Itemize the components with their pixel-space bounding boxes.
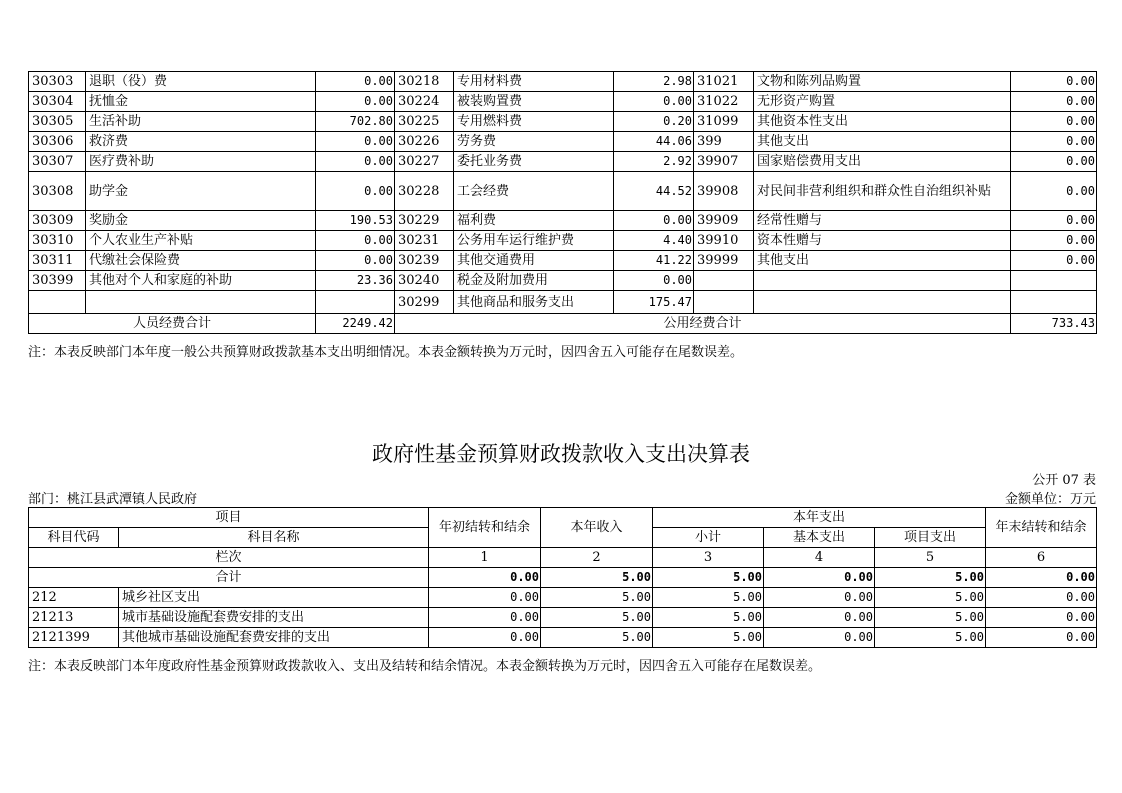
header-end-balance: 年末结转和结余 xyxy=(986,508,1097,548)
name-cell: 其他商品和服务支出 xyxy=(454,291,614,314)
name-cell: 医疗费补助 xyxy=(86,152,316,172)
name-cell: 代缴社会保险费 xyxy=(86,251,316,271)
code-cell: 30239 xyxy=(395,251,454,271)
header-project: 项目支出 xyxy=(875,528,986,548)
amount-cell: 0.00 xyxy=(429,588,541,608)
totals-row xyxy=(29,314,1097,334)
code-cell: 30224 xyxy=(395,92,454,112)
table-row xyxy=(29,231,1097,251)
amount-cell: 5.00 xyxy=(653,628,764,648)
amount-cell: 5.00 xyxy=(875,588,986,608)
name-cell: 其他对个人和家庭的补助 xyxy=(86,271,316,291)
amount-cell: 0.00 xyxy=(316,172,395,211)
amount-cell: 5.00 xyxy=(875,608,986,628)
amount-cell: 0.00 xyxy=(764,628,875,648)
table-row xyxy=(29,72,1097,92)
personnel-total-value: 2249.42 xyxy=(316,314,395,334)
name-cell: 生活补助 xyxy=(86,112,316,132)
code-cell: 30218 xyxy=(395,72,454,92)
total-value: 0.00 xyxy=(429,568,541,588)
amount-cell: 0.00 xyxy=(986,588,1097,608)
personnel-total-label: 人员经费合计 xyxy=(29,314,316,334)
table-code: 公开 07 表 xyxy=(1032,473,1096,488)
table-row xyxy=(29,628,1097,648)
amount-cell: 0.00 xyxy=(316,132,395,152)
amount-cell: 44.52 xyxy=(614,172,694,211)
code-cell: 2121399 xyxy=(29,628,119,648)
code-cell: 31021 xyxy=(694,72,754,92)
col-num: 1 xyxy=(429,548,541,568)
table1-note: 注：本表反映部门本年度一般公共预算财政拨款基本支出明细情况。本表金额转换为万元时，因四舍五入可能存在尾数误差。 xyxy=(28,345,744,360)
table2-note: 注：本表反映部门本年度政府性基金预算财政拨款收入、支出及结转和结余情况。本表金额转换为万元时，因四舍五入可能存在尾数误差。 xyxy=(28,659,822,674)
code-cell: 30227 xyxy=(395,152,454,172)
amount-cell: 0.00 xyxy=(316,72,395,92)
code-cell xyxy=(29,291,86,314)
basic-expenditure-rows xyxy=(29,72,1097,314)
table-row xyxy=(29,251,1097,271)
total-value: 5.00 xyxy=(653,568,764,588)
name-cell: 文物和陈列品购置 xyxy=(754,72,1011,92)
name-cell: 救济费 xyxy=(86,132,316,152)
code-cell: 30308 xyxy=(29,172,86,211)
amount-cell: 0.00 xyxy=(1011,72,1097,92)
amount-cell: 0.00 xyxy=(986,628,1097,648)
amount-cell xyxy=(1011,291,1097,314)
name-cell: 公务用车运行维护费 xyxy=(454,231,614,251)
amount-cell: 5.00 xyxy=(653,608,764,628)
code-cell: 30304 xyxy=(29,92,86,112)
code-cell: 30305 xyxy=(29,112,86,132)
table-row xyxy=(29,291,1097,314)
amount-cell xyxy=(1011,271,1097,291)
total-value: 5.00 xyxy=(875,568,986,588)
name-cell: 劳务费 xyxy=(454,132,614,152)
name-cell: 抚恤金 xyxy=(86,92,316,112)
col-num: 5 xyxy=(875,548,986,568)
code-cell xyxy=(694,271,754,291)
table-row xyxy=(29,152,1097,172)
name-cell: 对民间非营利组织和群众性自治组织补贴 xyxy=(754,172,1011,211)
table-row xyxy=(29,588,1097,608)
code-cell: 212 xyxy=(29,588,119,608)
amount-cell: 5.00 xyxy=(875,628,986,648)
amount-cell: 0.00 xyxy=(316,92,395,112)
name-cell: 个人农业生产补贴 xyxy=(86,231,316,251)
amount-cell: 0.00 xyxy=(1011,211,1097,231)
name-cell: 助学金 xyxy=(86,172,316,211)
column-number-row xyxy=(29,548,1097,568)
name-cell xyxy=(754,271,1011,291)
col-num: 4 xyxy=(764,548,875,568)
amount-cell: 0.00 xyxy=(1011,92,1097,112)
gov-fund-table xyxy=(28,507,1097,648)
code-cell: 30311 xyxy=(29,251,86,271)
name-cell: 被装购置费 xyxy=(454,92,614,112)
code-cell: 30306 xyxy=(29,132,86,152)
header-code: 科目代码 xyxy=(29,528,119,548)
name-cell: 经常性赠与 xyxy=(754,211,1011,231)
amount-cell: 5.00 xyxy=(541,588,653,608)
name-cell: 其他资本性支出 xyxy=(754,112,1011,132)
name-cell xyxy=(754,291,1011,314)
name-cell: 资本性赠与 xyxy=(754,231,1011,251)
name-cell: 其他支出 xyxy=(754,132,1011,152)
code-cell: 30225 xyxy=(395,112,454,132)
name-cell xyxy=(86,291,316,314)
table-row xyxy=(29,92,1097,112)
code-cell: 30399 xyxy=(29,271,86,291)
amount-cell: 0.00 xyxy=(764,588,875,608)
name-cell: 城乡社区支出 xyxy=(119,588,429,608)
gov-fund-rows xyxy=(29,588,1097,648)
code-cell: 21213 xyxy=(29,608,119,628)
code-cell: 30229 xyxy=(395,211,454,231)
amount-cell: 44.06 xyxy=(614,132,694,152)
name-cell: 工会经费 xyxy=(454,172,614,211)
name-cell: 专用材料费 xyxy=(454,72,614,92)
amount-cell: 23.36 xyxy=(316,271,395,291)
amount-cell: 0.00 xyxy=(1011,172,1097,211)
name-cell: 其他支出 xyxy=(754,251,1011,271)
amount-cell: 0.00 xyxy=(1011,231,1097,251)
basic-expenditure-table xyxy=(28,71,1097,334)
code-cell: 31099 xyxy=(694,112,754,132)
amount-cell: 175.47 xyxy=(614,291,694,314)
code-cell: 31022 xyxy=(694,92,754,112)
code-cell: 30307 xyxy=(29,152,86,172)
amount-cell xyxy=(316,291,395,314)
name-cell: 其他交通费用 xyxy=(454,251,614,271)
header-subtotal: 小计 xyxy=(653,528,764,548)
header-row-1 xyxy=(29,508,1097,528)
col-num: 2 xyxy=(541,548,653,568)
code-cell: 39999 xyxy=(694,251,754,271)
table-row xyxy=(29,608,1097,628)
amount-cell: 0.00 xyxy=(429,628,541,648)
code-cell: 30228 xyxy=(395,172,454,211)
name-cell: 奖励金 xyxy=(86,211,316,231)
header-item: 项目 xyxy=(29,508,429,528)
code-cell: 39907 xyxy=(694,152,754,172)
amount-cell: 0.00 xyxy=(614,271,694,291)
amount-cell: 5.00 xyxy=(541,628,653,648)
page-title: 政府性基金预算财政拨款收入支出决算表 xyxy=(372,442,750,466)
amount-cell: 0.00 xyxy=(429,608,541,628)
code-cell xyxy=(694,291,754,314)
code-cell: 30226 xyxy=(395,132,454,152)
total-value: 0.00 xyxy=(986,568,1097,588)
code-cell: 39909 xyxy=(694,211,754,231)
amount-cell: 0.00 xyxy=(316,152,395,172)
total-row xyxy=(29,568,1097,588)
amount-cell: 0.00 xyxy=(614,92,694,112)
col-num: 3 xyxy=(653,548,764,568)
amount-cell: 2.98 xyxy=(614,72,694,92)
code-cell: 30240 xyxy=(395,271,454,291)
name-cell: 城市基础设施配套费安排的支出 xyxy=(119,608,429,628)
code-cell: 30231 xyxy=(395,231,454,251)
table-row xyxy=(29,211,1097,231)
total-value: 5.00 xyxy=(541,568,653,588)
name-cell: 其他城市基础设施配套费安排的支出 xyxy=(119,628,429,648)
code-cell: 30310 xyxy=(29,231,86,251)
amount-cell: 0.00 xyxy=(316,251,395,271)
code-cell: 39910 xyxy=(694,231,754,251)
name-cell: 委托业务费 xyxy=(454,152,614,172)
amount-cell: 2.92 xyxy=(614,152,694,172)
amount-cell: 5.00 xyxy=(541,608,653,628)
header-expense: 本年支出 xyxy=(653,508,986,528)
amount-cell: 41.22 xyxy=(614,251,694,271)
code-cell: 30309 xyxy=(29,211,86,231)
name-cell: 专用燃料费 xyxy=(454,112,614,132)
public-total-value: 733.43 xyxy=(1011,314,1097,334)
column-number-label: 栏次 xyxy=(29,548,429,568)
name-cell: 税金及附加费用 xyxy=(454,271,614,291)
table-row xyxy=(29,132,1097,152)
amount-cell: 0.00 xyxy=(1011,132,1097,152)
amount-cell: 190.53 xyxy=(316,211,395,231)
code-cell: 30303 xyxy=(29,72,86,92)
amount-cell: 0.00 xyxy=(614,211,694,231)
header-basic: 基本支出 xyxy=(764,528,875,548)
amount-cell: 0.00 xyxy=(764,608,875,628)
code-cell: 30299 xyxy=(395,291,454,314)
amount-cell: 4.40 xyxy=(614,231,694,251)
name-cell: 无形资产购置 xyxy=(754,92,1011,112)
amount-cell: 0.00 xyxy=(316,231,395,251)
header-begin-balance: 年初结转和结余 xyxy=(429,508,541,548)
department-label: 部门：桃江县武潭镇人民政府 xyxy=(28,492,198,507)
amount-cell: 5.00 xyxy=(653,588,764,608)
amount-cell: 0.20 xyxy=(614,112,694,132)
header-name: 科目名称 xyxy=(119,528,429,548)
amount-cell: 0.00 xyxy=(1011,112,1097,132)
name-cell: 退职（役）费 xyxy=(86,72,316,92)
col-num: 6 xyxy=(986,548,1097,568)
header-income: 本年收入 xyxy=(541,508,653,548)
total-label: 合计 xyxy=(29,568,429,588)
code-cell: 399 xyxy=(694,132,754,152)
total-value: 0.00 xyxy=(764,568,875,588)
public-total-label: 公用经费合计 xyxy=(395,314,1011,334)
name-cell: 福利费 xyxy=(454,211,614,231)
code-cell: 39908 xyxy=(694,172,754,211)
amount-cell: 702.80 xyxy=(316,112,395,132)
amount-cell: 0.00 xyxy=(1011,251,1097,271)
amount-cell: 0.00 xyxy=(986,608,1097,628)
amount-cell: 0.00 xyxy=(1011,152,1097,172)
table-row xyxy=(29,172,1097,211)
unit-label: 金额单位：万元 xyxy=(1004,492,1096,507)
name-cell: 国家赔偿费用支出 xyxy=(754,152,1011,172)
table-row xyxy=(29,271,1097,291)
table-row xyxy=(29,112,1097,132)
